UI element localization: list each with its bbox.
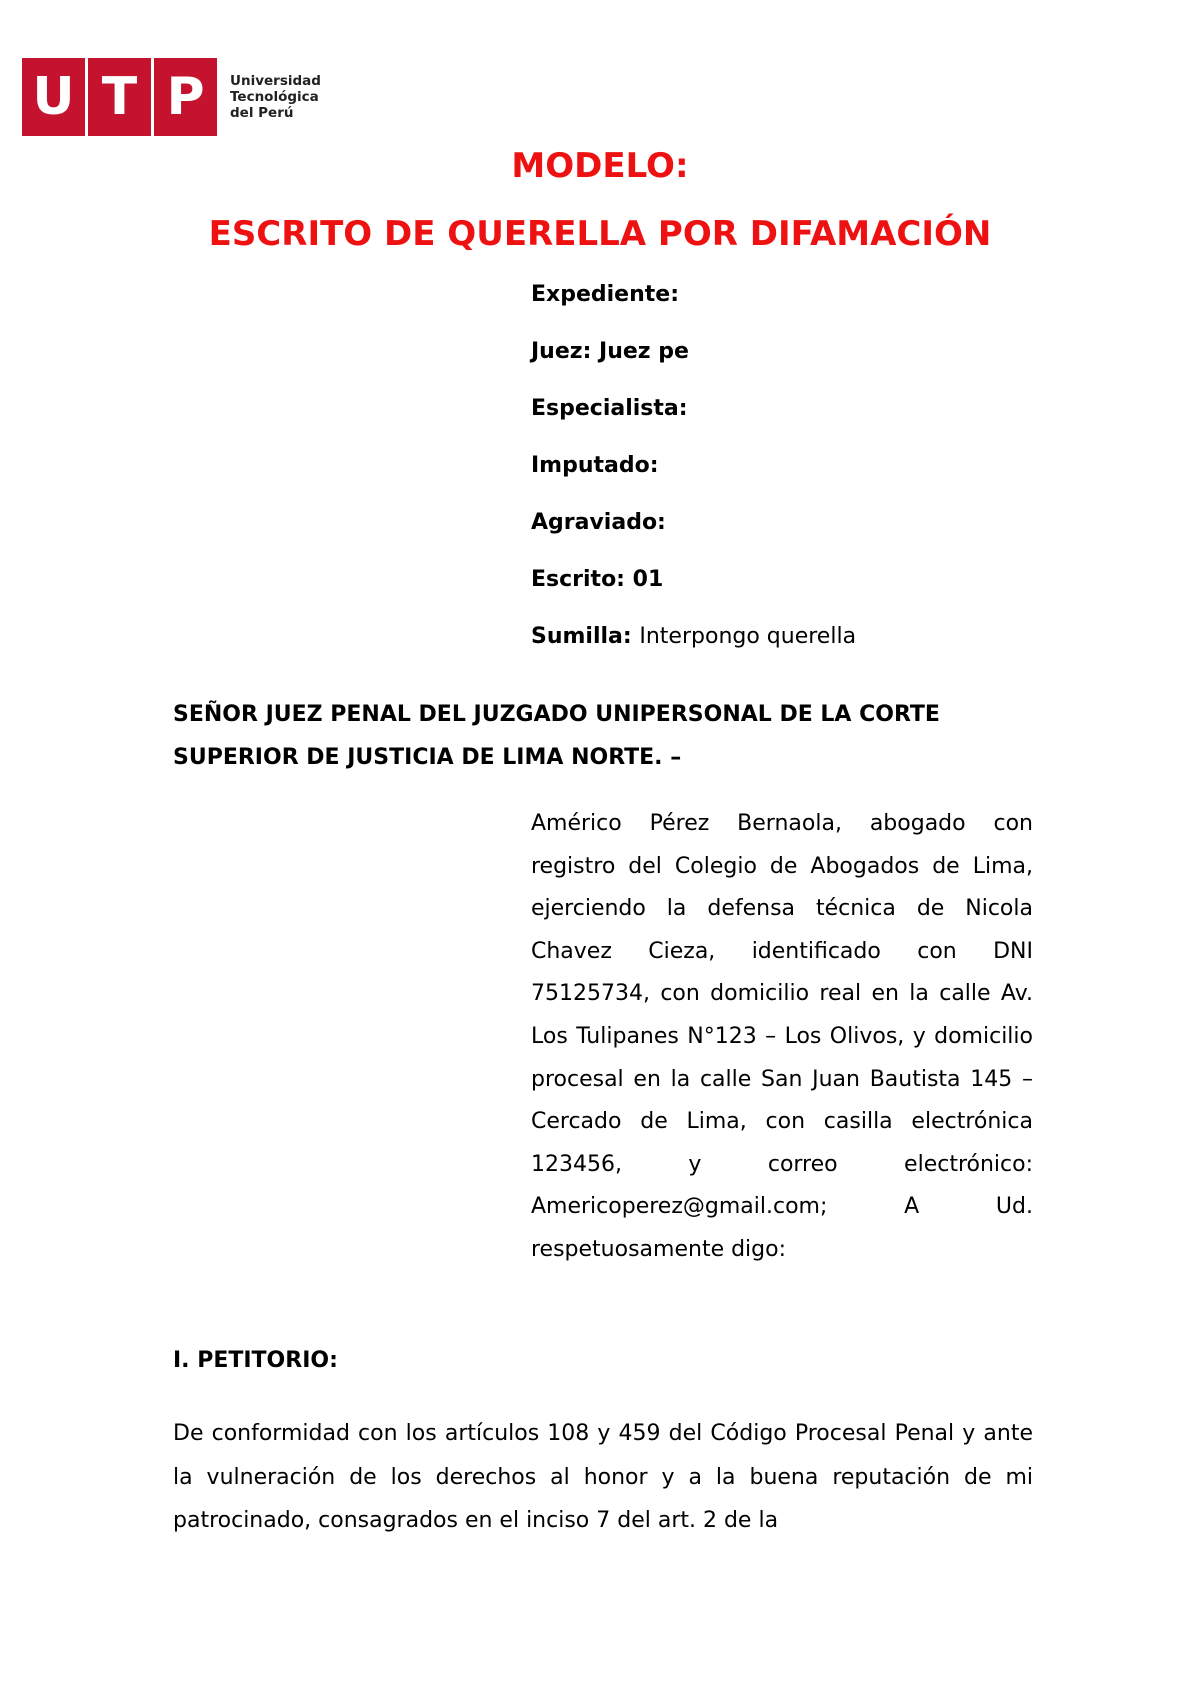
meta-especialista: Especialista:: [531, 396, 688, 421]
logo-university-name: [230, 73, 321, 121]
addressee-judge: SEÑOR JUEZ PENAL DEL JUZGADO UNIPERSONAL DE LA CORTE SUPERIOR DE JUSTICIA DE LIMA NORTE. –: [173, 702, 940, 770]
logo-name-line-3: del Perú: [230, 105, 294, 121]
logo-name-line-1: Universidad: [230, 73, 321, 89]
logo-letter-t: T: [88, 58, 151, 136]
section-petitorio-title: I. PETITORIO:: [173, 1348, 338, 1373]
meta-imputado: Imputado:: [531, 453, 659, 478]
document-title-model: MODELO:: [511, 146, 689, 186]
intro-paragraph: Américo Pérez Bernaola, abogado con registro del Colegio de Abogados de Lima, ejerciendo la defensa técnica de Nicola Chavez Cieza, identificado con DNI 75125734, con domicilio real en la calle Av. Los Tulipanes N°123 – Los Olivos, y domicilio procesal en la calle San Juan Bautista 145 – Cercado de Lima, con casilla electrónica 123456, y correo electrónico: Americoperez@gmail.com; A Ud. respetuosamente digo:: [531, 811, 1033, 1262]
logo-name-line-2: Tecnológica: [230, 89, 319, 105]
case-metadata: [531, 282, 856, 681]
section-petitorio-body: De conformidad con los artículos 108 y 459 del Código Procesal Penal y ante la vulneración de los derechos al honor y a la buena reputación de mi patrocinado, consagrados en el inciso 7 del art. 2 de la: [173, 1421, 1033, 1533]
utp-logo: [22, 58, 321, 136]
logo-letter-u: U: [22, 58, 85, 136]
meta-sumilla: [531, 624, 856, 681]
meta-sumilla-label: Sumilla:: [531, 624, 632, 649]
meta-juez: Juez: Juez pe: [531, 339, 689, 364]
logo-letter-p: P: [154, 58, 217, 136]
document-title-main: ESCRITO DE QUERELLA POR DIFAMACIÓN: [208, 214, 992, 254]
meta-escrito: Escrito: 01: [531, 567, 664, 592]
meta-agraviado: Agraviado:: [531, 510, 666, 535]
meta-expediente: Expediente:: [531, 282, 679, 307]
meta-sumilla-value: Interpongo querella: [639, 624, 857, 649]
